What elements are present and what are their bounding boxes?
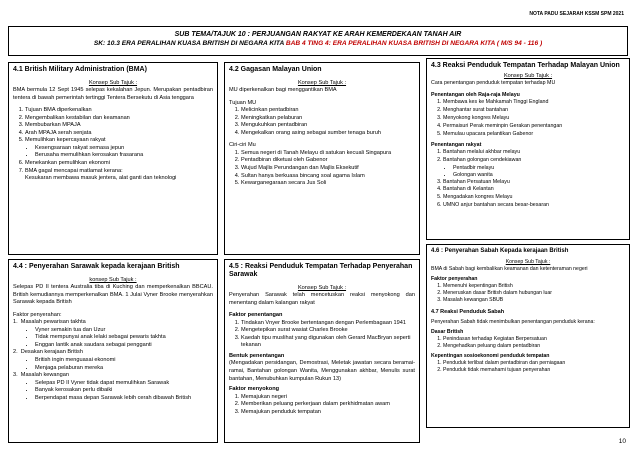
sarawak-title: 4.4 : Penyerahan Sarawak kepada kerajaan British	[13, 263, 180, 270]
reaksi-box	[426, 58, 630, 240]
dasar-head: Dasar British	[431, 329, 464, 336]
sabah-title: 4.6 : Penyerahan Sabah Kepada kerajaan British	[431, 248, 569, 254]
list-item: 5. Kewarganegaraan secara Jus Soli	[241, 180, 415, 188]
list-item: 1. Semua negeri di Tanah Melayu di satukan kecuali Singapura	[241, 150, 415, 158]
sarawak-f1: 1. Masalah pewarisan takhta	[13, 319, 86, 326]
rakyat-bullets	[442, 165, 625, 179]
list-item: 4. Bantahan di Kelantan	[443, 186, 625, 194]
sk-line	[9, 40, 627, 47]
sarawak-f2: 2. Desakan kerajaan British	[13, 349, 83, 356]
sabah-intro: BMA di Sabah bagi kembalikan keamanan dan ketenteraman negeri	[431, 265, 588, 272]
bentuk-head: Bentuk penentangan	[229, 352, 285, 359]
list-item: 5. Memulihkan kepercayaan rakyat	[25, 137, 213, 145]
list-item: 3. Kaedah tipu muslihat yang digunakan oleh Gerard MacBryan seperti tekanan	[241, 335, 415, 350]
list-item: 1. Memajukan negeri	[241, 394, 415, 402]
mu-tujuan: Tujuan MU	[229, 99, 257, 106]
sub-tema: SUB TEMA/TAJUK 10 : PERJUANGAN RAKYAT KE ARAH KEMERDEKAAN TANAH AIR	[174, 31, 462, 38]
list-item: 3. Menyokong kongres Melayu	[443, 115, 625, 123]
rakyat-list	[431, 149, 625, 164]
bma-box	[8, 62, 218, 255]
list-item: • British ingin menguasai ekonomi	[35, 357, 213, 365]
sabah-box	[426, 244, 630, 428]
mu-tujuan-list	[229, 107, 415, 137]
page-number: 10	[618, 438, 626, 445]
list-item: 3. Memajukan penduduk tempatan	[241, 409, 415, 417]
list-item: • Vyner semakin tua dan Uzur	[35, 327, 213, 335]
bma-title: 4.1 British Military Administration (BMA)	[13, 66, 147, 73]
reaksi-sarawak-intro: Penyerahan Sarawak telah mencetuskan reaksi menyokong dan menentang dalam kalangan rakyat	[229, 292, 415, 306]
list-item: 4. Arah MPAJA serah senjata	[25, 130, 213, 138]
reaksi-intro: Cara penentangan penduduk tempatan terhadap MU	[431, 80, 556, 87]
raja-head: Penentangan oleh Raja-raja Melayu	[431, 92, 520, 99]
list-item: 2. Pentadbiran diketuai oleh Gabenor	[241, 157, 415, 165]
bma-tail: Kesukaran membawa masuk jentera, alat ganti dan teknologi	[25, 175, 177, 182]
bma-konsep: Konsep Sub Tajuk :	[88, 80, 138, 87]
mu-ciri-list	[229, 150, 415, 188]
list-item: 1. Tindakan Vnyer Brooke bertentangan dengan Perlembagaan 1941	[241, 320, 415, 328]
list-item: 1. Membawa kes ke Mahkamah Tinggi England	[443, 99, 625, 107]
mu-konsep: Konsep Sub Tajuk :	[297, 80, 347, 87]
list-item: • Kesengsaraan rakyat semasa jepun	[35, 145, 213, 153]
list-item: • Pentadbir melayu	[453, 165, 625, 172]
list-item: 1. Penindasan terhadap Kegiatan Berpersatuan	[443, 336, 625, 343]
list-item: 5. Memulau upacara pelantikan Gabenor	[443, 131, 625, 139]
reaksi-sabah-title: 4.7 Reaksi Penduduk Sabah	[431, 308, 505, 315]
list-item: 2. Bantahan golongan cendekiawan	[443, 157, 625, 165]
mu-box	[224, 62, 420, 255]
sarawak-intro: Selepas PD II tentera Australia tiba di Kuching dan memperkenalkan BBCAU. British kemudiannya memperkenalkan BMA. 1 Julai Vyner Brooke menyerahkan Sarawak kepada British	[13, 284, 213, 306]
list-item: 1. Tujuan BMA diperkenalkan	[25, 107, 213, 115]
bma-bullets	[24, 145, 213, 160]
sk-black: SK: 10.3 ERA PERALIHAN KUASA BRITISH DI NEGARA KITA	[93, 40, 284, 47]
mu-ciri: Ciri-ciri Mu	[229, 142, 256, 149]
sarawak-box	[8, 259, 218, 443]
bma-list-2	[13, 160, 213, 175]
list-item: 3. Mengukuhkan pentadbiran	[241, 122, 415, 130]
sarawak-f3: 3. Masalah kewangan	[13, 372, 69, 379]
list-item: 1. Memenuhi kepentingan British	[443, 283, 625, 290]
list-item: 2. Menghantar surat bantahan	[443, 107, 625, 115]
list-item: 3. Masalah kewangan SBUB	[443, 297, 625, 304]
faktor-head: Faktor penentangan	[229, 312, 283, 319]
rakyat-list-2	[431, 179, 625, 210]
sabah-faktor-head: Faktor penyerahan	[431, 275, 478, 282]
list-item: 4. Sultan hanya berkuasa bincang soal agama Islam	[241, 173, 415, 181]
list-item: 7. BMA gagal mencapai matlamat kerana:	[25, 168, 213, 176]
sokong-head: Faktor menyokong	[229, 386, 280, 393]
bma-list	[13, 107, 213, 145]
list-item: 3. Membubarkan MPAJA	[25, 122, 213, 130]
reaksi-title: 4.3 Reaksi Penduduk Tempatan Terhadap Malayan Union	[431, 62, 620, 69]
sarawak-faktor: Faktor penyerahan:	[13, 311, 62, 318]
f1-bullets	[24, 327, 213, 350]
bma-intro: BMA bermula 12 Sept 1945 selepas kekalahan Jepun. Merupakan pentadbiran tentera di bawah pemerintah tertinggi Tentera Bersekutu di Asia tenggara	[13, 87, 213, 101]
rakyat-head: Penentangan rakyat	[431, 142, 482, 149]
list-item: 2. Meneruskan dasar British dalam hubungan luar	[443, 290, 625, 297]
list-item: • Menjaga pelaburan mereka	[35, 365, 213, 373]
f2-bullets	[24, 357, 213, 372]
reaksi-konsep: Konsep Sub Tajuk :	[503, 73, 553, 80]
mu-title: 4.2 Gagasan Malayan Union	[229, 66, 322, 73]
list-item: 1. Bantahan melalui akhbar melayu	[443, 149, 625, 157]
dasar-list	[431, 336, 625, 350]
faktor-list	[229, 320, 415, 350]
kep-list	[431, 360, 625, 374]
list-item: • Banyak kerosakan perlu dibaiki	[35, 387, 213, 395]
reaksi-sarawak-konsep: Konsep Sub Tajuk :	[297, 285, 347, 292]
list-item: 2. Meningkatkan pelaburan	[241, 115, 415, 123]
sarawak-konsep: konsep Sub Tajuk :	[89, 277, 137, 284]
list-item: 2. Mengetepikan surat wasiat Charles Brooke	[241, 327, 415, 335]
mu-intro: MU diperkenalkan bagi menggantikan BMA	[229, 87, 337, 94]
list-item: 4. Mengekalkan orang asing sebagai sumber tenaga buruh	[241, 130, 415, 138]
reaksi-sarawak-box	[224, 259, 420, 443]
reaksi-sarawak-title: 4.5 : Reaksi Penduduk Tempatan Terhadap Penyerahan Sarawak	[229, 263, 413, 279]
reaksi-sabah-text: Penyerahan Sabah tidak menimbulkan penentangan penduduk kerana:	[431, 319, 595, 326]
list-item: • Enggan lantik anak saudara sebagai pengganti	[35, 342, 213, 350]
list-item: • Berusaha memulihkan kerosakan frasarana	[35, 152, 213, 160]
list-item: 2. Mengehadkan peluang dalam pentadbiran	[443, 343, 625, 350]
list-item: 3. Wujud Majlis Perundangan dan Majlis Eksekutif	[241, 165, 415, 173]
title-box	[8, 26, 628, 56]
sabah-konsep: Konsep Sub Tajuk :	[505, 258, 551, 265]
sk-red: BAB 4 TING 4: ERA PERALIHAN KUASA BRITISH DI NEGARA KITA ( M/S 94 - 116 )	[285, 40, 543, 47]
list-item: • Tidak mempunyai anak lelaki sebagai pewaris takhta	[35, 334, 213, 342]
sabah-faktor-list	[431, 283, 625, 304]
list-item: • Golongan wanita	[453, 172, 625, 179]
list-item: 2. Memberikan peluang perkerjaan dalam perkhidmatan awam	[241, 401, 415, 409]
list-item: 2. Penduduk tidak memahami tujuan penyerahan	[443, 367, 625, 374]
list-item: 3. Bantahan Persatuan Melayu	[443, 179, 625, 187]
list-item: 6. Menekankan pemulihkan ekonomi	[25, 160, 213, 168]
list-item: 4. Permaisuri Perak meminpin Gerakan penentangan	[443, 123, 625, 131]
list-item: • Berpendapat masa depan Sarawak lebih cerah dibawah British	[35, 395, 213, 403]
sokong-list	[229, 394, 415, 417]
list-item: 1. Penduduk terlibat dalam pentadbiran dan perniagaan	[443, 360, 625, 367]
list-item: 2. Mengembalikan kestabilan dan keamanan	[25, 115, 213, 123]
list-item: • Selepas PD II Vyner tidak dapat memulihkan Sarawak	[35, 380, 213, 388]
list-item: 5. Mengadakan kongres Melayu	[443, 194, 625, 202]
list-item: 6. UMNO anjur bantahan secara besar-besaran	[443, 202, 625, 210]
note-header: NOTA PADU SEJARAH KSSM SPM 2021	[529, 11, 624, 17]
list-item: 1. Melicinkan pentadbiran	[241, 107, 415, 115]
bentuk-text: (Mengadakan persidangan, Demostrasi, Meletak jawatan secara beramai-ramai, Bantahan golongan Wanita, Menggunakan akhbar, Menulis surat bantahan, Menubuhkan kumpulan Rukun 13)	[229, 360, 415, 382]
f3-bullets	[24, 380, 213, 403]
raja-list	[431, 99, 625, 139]
kep-head: Kepentingan sosioekonomi penduduk tempatan	[431, 353, 550, 360]
